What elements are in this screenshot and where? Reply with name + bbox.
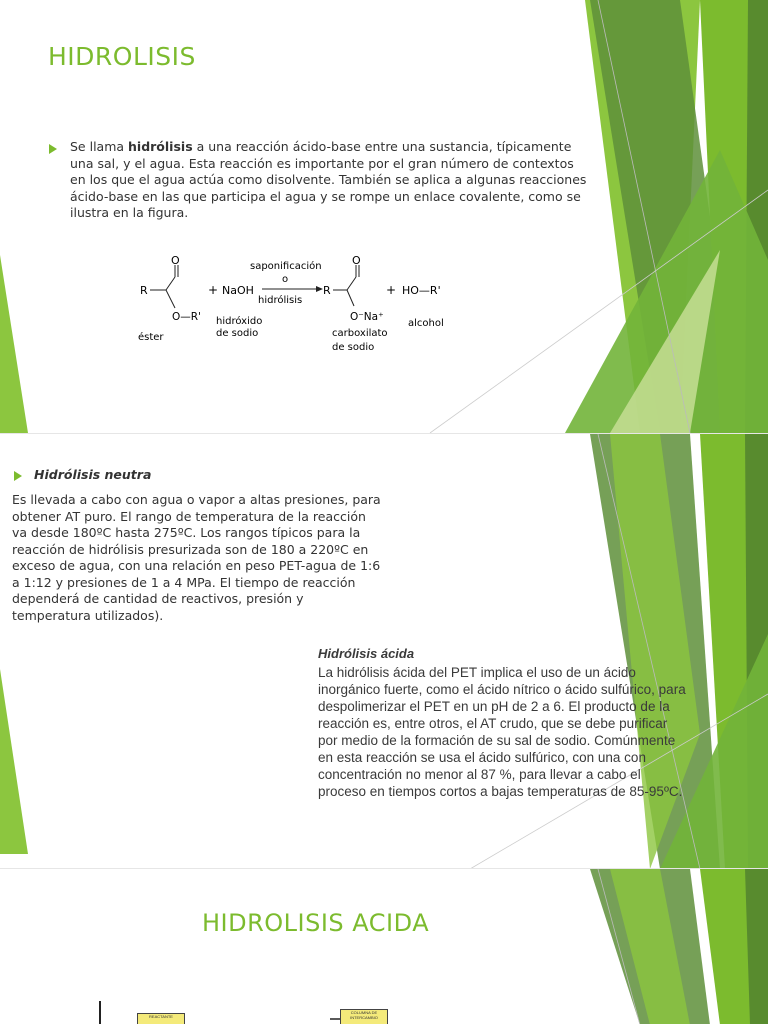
intro-bold-term: hidrólisis [128,139,193,154]
ester-label: éster [138,332,164,343]
ona-label: O⁻Na⁺ [350,311,384,323]
intro-text-rest: a una reacción ácido-base entre una sustancia, típicamente una sal, y el agua. Esta reacción es importante por el gran número de contextos en los que el agua actúa como disolvente. También se aplica a algunas reacciones ácido-base en las que participa el agua y se rompe un enlace covalente, como se ilustra en la figura. [70,139,587,220]
saponification-reaction-diagram [130,250,460,360]
arrow-label-bottom: hidrólisis [258,295,303,306]
bullet-arrow-icon [49,144,57,154]
neutral-hydrolysis-text: Es llevada a cabo con agua o vapor a altas presiones, para obtener AT puro. El rango de temperatura de la reacción va desde 180ºC hasta 275ºC. Los rangos típicos para la reacción de hidrólisis presurizada son de 180 a 220ºC en exceso de agua, con una relación en peso PET-agua de 1:6 a 1:12 y presiones de 1 a 4 MPa. El tiempo de reacción dependerá de cantidad de reactivos, presión y temperatura utilizados). [12,492,381,623]
acid-hydrolysis-text: La hidrólisis ácida del PET implica el uso de un ácido inorgánico fuerte, como el ácido nítrico o ácido sulfúrico, para despolimerizar el PET en un pH de 2 a 6. El producto de la reacción es, entre otros, el AT crudo, que se debe purificar por medio de la formación de su sal de sodio. Comúnmente en esta reacción se usa el ácido sulfúrico, con una con concentración no menor al 87 %, para llevar a cabo el proceso en tiempos cortos a bajas temperaturas de 85-95ºC. [318,665,686,799]
alcohol-formula: HO—R' [402,284,441,297]
slide-hidrolisis-neutra [0,433,768,869]
hydroxide-label: hidróxido [216,316,263,327]
carbonyl-oxygen-label: O [171,254,180,267]
naoh-label: NaOH [222,284,254,297]
plus-sign: + [208,283,219,297]
hydroxide-label-2: de sodio [216,328,259,339]
neutral-hydrolysis-heading: Hidrólisis neutra [34,467,152,482]
acid-hydrolysis-heading: Hidrólisis ácida [318,646,415,661]
slide-title: HIDROLISIS ACIDA [202,909,430,937]
slide-hidrolisis-acida [0,868,768,1024]
carbonyl-oxygen-label-2: O [352,254,361,267]
r-group-label-2: R [323,284,331,297]
intro-paragraph [70,139,590,222]
ester-or-label: O—R' [172,311,201,323]
slide-hidrolisis [0,0,768,433]
flow-diagram-box: REACTANTE [137,1013,185,1024]
flow-diagram-box: COLUMNA DE INTERCAMBIO [340,1009,388,1024]
bullet-arrow-icon [14,471,22,481]
acid-hydrolysis-block [318,646,690,800]
alcohol-label: alcohol [408,318,444,329]
plus-sign-2: + [386,283,397,297]
arrow-label-top: saponificación [250,261,322,272]
green-decoration [0,869,768,1024]
r-group-label: R [140,284,148,297]
carboxylate-label: carboxilato [332,328,388,339]
carboxylate-label-2: de sodio [332,342,375,353]
intro-text-start: Se llama [70,139,129,154]
arrow-label-o: o [282,274,289,285]
slide-title: HIDROLISIS [48,42,196,71]
